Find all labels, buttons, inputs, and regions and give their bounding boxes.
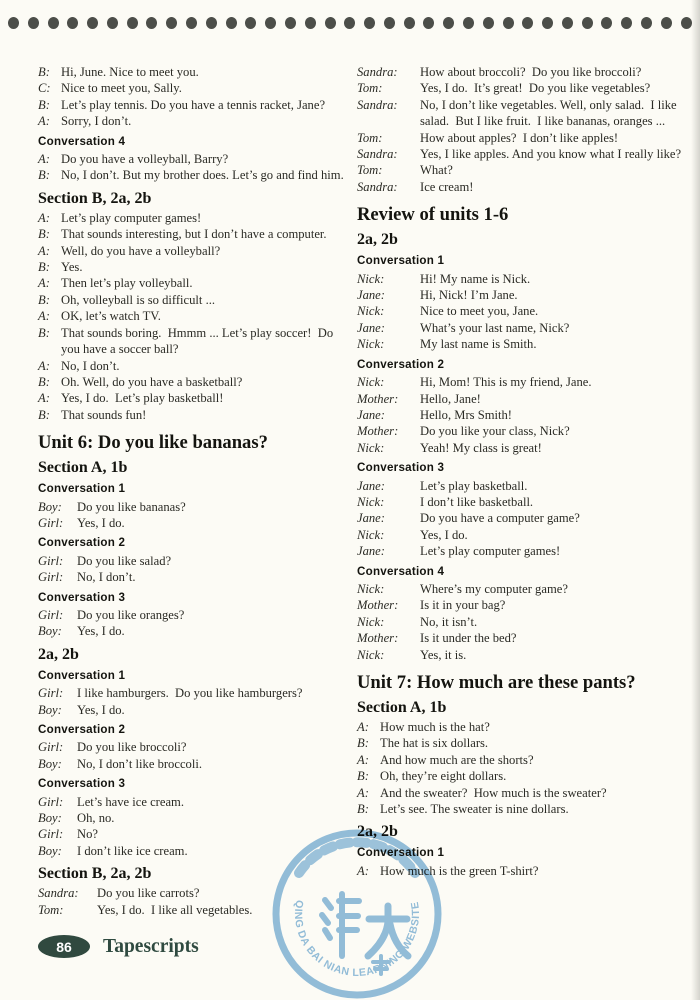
dot <box>641 17 652 29</box>
speaker-label: A: <box>38 391 50 406</box>
dialogue-line <box>38 569 352 585</box>
speaker-label: Nick: <box>357 527 385 542</box>
dialogue-line <box>357 303 695 319</box>
dialogue-text: Yes, I do. I like all vegetables. <box>97 902 253 917</box>
speaker-label: A: <box>357 720 369 734</box>
dot <box>681 17 692 29</box>
speaker-label: Tom: <box>38 902 64 917</box>
dot <box>226 17 237 29</box>
dot <box>404 17 415 29</box>
dot <box>562 17 573 29</box>
dialogue-line <box>357 719 695 735</box>
conversation-heading: Conversation 4 <box>357 564 445 578</box>
dialogue-text: That sounds boring. Hmmm ... Let’s play soccer! Do you have a soccer ball? <box>61 325 337 357</box>
speaker-label: Mother: <box>357 424 399 439</box>
dialogue-line <box>38 499 352 515</box>
speaker-label: B: <box>38 227 50 242</box>
dialogue-line <box>38 843 352 859</box>
unit-heading: Unit 7: How much are these pants? <box>357 672 636 693</box>
speaker-label: Sandra: <box>357 147 398 162</box>
conversation-heading: Conversation 1 <box>38 482 126 496</box>
dot <box>67 17 78 29</box>
dialogue-text: No, I don’t like vegetables. Well, only salad. I like salad. But I like fruit. I like bananas, oranges ... <box>420 97 680 129</box>
dialogue-text: Where’s my computer game? <box>420 581 568 596</box>
speaker-label: Sandra: <box>357 179 398 194</box>
speaker-label: Nick: <box>357 494 385 509</box>
dialogue-text: Yes, it is. <box>420 647 467 662</box>
dialogue-line <box>38 64 352 80</box>
dialogue-line <box>38 702 352 718</box>
dialogue-text: I don’t like basketball. <box>420 494 534 509</box>
dialogue-text: Well, do you have a volleyball? <box>61 243 221 258</box>
speaker-label: A: <box>357 863 369 878</box>
dialogue-text: Hi, Mom! This is my friend, Jane. <box>420 375 592 390</box>
dialogue-line <box>38 151 352 167</box>
speaker-label: Boy: <box>38 811 62 826</box>
dialogue-line <box>357 271 695 287</box>
section-heading: Section A, 1b <box>38 459 128 477</box>
dialogue-text: How much is the hat? <box>380 720 490 734</box>
conversation-heading: Conversation 1 <box>38 668 126 682</box>
dialogue-text: No? <box>77 827 98 842</box>
dialogue-line <box>38 407 352 423</box>
left-column <box>38 64 352 918</box>
dialogue-line <box>357 287 695 303</box>
dialogue-text: OK, let’s watch TV. <box>61 309 161 324</box>
dialogue-text: Oh. Well, do you have a basketball? <box>61 374 243 389</box>
dialogue-line <box>357 510 695 526</box>
dialogue-line <box>38 97 352 113</box>
speaker-label: Girl: <box>38 794 64 809</box>
dialogue-line <box>38 226 352 242</box>
speaker-label: Nick: <box>357 304 385 319</box>
dot <box>443 17 454 29</box>
dialogue-line <box>357 630 695 646</box>
dot <box>166 17 177 29</box>
speaker-label: Tom: <box>357 163 383 178</box>
dialogue-line <box>357 527 695 543</box>
speaker-label: Tom: <box>357 130 383 145</box>
dialogue-text: Do you like bananas? <box>77 499 186 514</box>
speaker-label: Tom: <box>357 81 383 96</box>
dialogue-line <box>357 785 695 801</box>
dialogue-text: No, I don’t. <box>77 570 136 585</box>
dialogue-text: Let’s play basketball. <box>420 478 528 493</box>
speaker-label: Nick: <box>357 440 385 455</box>
unit-heading: Unit 6: Do you like bananas? <box>38 432 268 454</box>
dialogue-text: Let’s play tennis. Do you have a tennis racket, Jane? <box>61 97 326 112</box>
speaker-label: A: <box>38 114 50 129</box>
speaker-label: Sandra: <box>38 886 79 901</box>
speaker-label: Boy: <box>38 624 62 639</box>
dialogue-text: Let’s play computer games! <box>61 210 202 225</box>
dialogue-line <box>38 885 352 901</box>
dialogue-line <box>38 756 352 772</box>
dialogue-line <box>357 97 695 130</box>
speaker-label: Nick: <box>357 375 385 390</box>
dialogue-text: What? <box>420 163 453 178</box>
speaker-label: Mother: <box>357 391 399 406</box>
dialogue-text: Then let’s play volleyball. <box>61 276 193 291</box>
dialogue-text: No, I don’t like broccoli. <box>77 756 202 771</box>
dialogue-line <box>38 826 352 842</box>
speaker-label: A: <box>38 243 50 258</box>
speaker-label: Mother: <box>357 598 399 613</box>
dialogue-text: Hi, June. Nice to meet you. <box>61 65 199 79</box>
speaker-label: A: <box>38 210 50 225</box>
dot <box>423 17 434 29</box>
conversation-heading: Conversation 3 <box>38 590 126 604</box>
speaker-label: B: <box>357 769 369 784</box>
speaker-label: Girl: <box>38 570 64 585</box>
section-heading: 2a, 2b <box>357 231 398 249</box>
dialogue-line <box>357 863 695 879</box>
dialogue-line <box>357 735 695 751</box>
dialogue-text: Oh, they’re eight dollars. <box>380 769 507 784</box>
dialogue-line <box>357 581 695 597</box>
speaker-label: Sandra: <box>357 65 398 79</box>
page-footer <box>38 935 199 958</box>
dot <box>285 17 296 29</box>
dialogue-text: Yes, I do. It’s great! Do you like vegetables? <box>420 81 651 96</box>
speaker-label: Girl: <box>38 827 64 842</box>
dialogue-line <box>38 243 352 259</box>
dialogue-line <box>357 478 695 494</box>
dialogue-text: Let’s have ice cream. <box>77 794 184 809</box>
dialogue-text: Yes. <box>61 260 83 275</box>
dialogue-text: Yes, I do. <box>77 515 125 530</box>
dot <box>107 17 118 29</box>
conversation-heading: Conversation 4 <box>38 134 126 148</box>
dialogue-line <box>38 374 352 390</box>
stamp-glyph-da <box>368 906 408 956</box>
dialogue-line <box>38 113 352 129</box>
dialogue-text: Yes, I do. Let’s play basketball! <box>61 391 224 406</box>
dialogue-text: How about broccoli? Do you like broccoli? <box>420 65 642 79</box>
section-heading: 2a, 2b <box>357 823 398 841</box>
speaker-label: Jane: <box>357 288 385 303</box>
dialogue-text: Oh, volleyball is so difficult ... <box>61 292 216 307</box>
dialogue-text: Do you like broccoli? <box>77 740 187 755</box>
unit-heading: Review of units 1-6 <box>357 204 509 226</box>
speaker-label: Mother: <box>357 631 399 646</box>
dialogue-text: Let’s play computer games! <box>420 544 561 559</box>
dot <box>245 17 256 29</box>
dialogue-line <box>357 80 695 96</box>
dialogue-line <box>357 374 695 390</box>
dialogue-line <box>357 423 695 439</box>
speaker-label: A: <box>38 276 50 291</box>
stamp-glyph-bainian <box>373 956 389 974</box>
dialogue-text: What’s your last name, Nick? <box>420 320 570 335</box>
dialogue-text: Oh, no. <box>77 811 115 826</box>
dialogue-text: Yes, I do. <box>420 527 468 542</box>
speaker-label: Jane: <box>357 320 385 335</box>
dialogue-text: Let’s see. The sweater is nine dollars. <box>380 802 569 817</box>
speaker-label: Jane: <box>357 544 385 559</box>
speaker-label: A: <box>38 152 50 167</box>
dot <box>186 17 197 29</box>
conversation-heading: Conversation 1 <box>357 254 445 268</box>
dialogue-line <box>357 647 695 663</box>
dialogue-line <box>38 390 352 406</box>
conversation-heading: Conversation 2 <box>38 723 126 736</box>
dialogue-line <box>38 292 352 308</box>
speaker-label: Boy: <box>38 756 62 771</box>
dialogue-text: Do you like carrots? <box>97 886 200 901</box>
dialogue-text: Is it under the bed? <box>420 631 517 646</box>
dialogue-text: That sounds interesting, but I don’t have a computer. <box>61 227 327 242</box>
speaker-label: Boy: <box>38 843 62 858</box>
dot <box>127 17 138 29</box>
dot <box>265 17 276 29</box>
speaker-label: Sandra: <box>357 97 398 112</box>
dialogue-line <box>38 210 352 226</box>
speaker-label: Girl: <box>38 740 64 755</box>
dialogue-text: Do you have a volleyball, Barry? <box>61 152 229 167</box>
dot <box>364 17 375 29</box>
dialogue-text: Yeah! My class is great! <box>420 440 542 455</box>
dialogue-text: My last name is Smith. <box>420 337 537 352</box>
dialogue-text: Hello, Jane! <box>420 391 481 406</box>
dialogue-text: How much is the green T-shirt? <box>380 863 539 878</box>
conversation-heading: Conversation 3 <box>357 461 445 475</box>
dialogue-text: Do you have a computer game? <box>420 511 580 526</box>
dialogue-text: The hat is six dollars. <box>380 736 489 751</box>
dialogue-line <box>38 623 352 639</box>
dot <box>325 17 336 29</box>
dot <box>344 17 355 29</box>
dialogue-line <box>357 130 695 146</box>
dialogue-line <box>357 407 695 423</box>
dialogue-text: Is it in your bag? <box>420 598 506 613</box>
dialogue-text: Yes, I like apples. And you know what I really like? <box>420 147 682 162</box>
speaker-label: B: <box>38 97 50 112</box>
speaker-label: B: <box>38 325 50 340</box>
dialogue-line <box>38 607 352 623</box>
dot <box>8 17 19 29</box>
dot <box>146 17 157 29</box>
dialogue-text: No, I don’t. But my brother does. Let’s go and find him. <box>61 168 344 183</box>
dot <box>522 17 533 29</box>
right-column <box>357 64 695 879</box>
dialogue-text: Hello, Mrs Smith! <box>420 407 513 422</box>
footer-title: Tapescripts <box>103 935 199 957</box>
page-number: 86 <box>56 938 72 955</box>
speaker-label: Girl: <box>38 686 64 701</box>
speaker-label: A: <box>357 752 369 767</box>
speaker-label: B: <box>357 802 369 817</box>
speaker-label: Girl: <box>38 553 64 568</box>
speaker-label: Nick: <box>357 581 385 596</box>
dialogue-line <box>357 768 695 784</box>
dialogue-line <box>357 543 695 559</box>
speaker-label: Nick: <box>357 647 385 662</box>
speaker-label: A: <box>38 309 50 324</box>
dialogue-line <box>38 275 352 291</box>
dialogue-line <box>38 515 352 531</box>
speaker-label: Boy: <box>38 702 62 717</box>
dot <box>48 17 59 29</box>
speaker-label: B: <box>38 407 50 422</box>
conversation-heading: Conversation 2 <box>357 357 445 371</box>
speaker-label: Jane: <box>357 511 385 526</box>
dialogue-text: Do you like oranges? <box>77 607 185 622</box>
dialogue-line <box>357 801 695 817</box>
dot <box>384 17 395 29</box>
conversation-heading: Conversation 2 <box>38 536 126 550</box>
dialogue-text: No, it isn’t. <box>420 614 478 629</box>
dot <box>601 17 612 29</box>
dialogue-text: Nice to meet you, Jane. <box>420 304 539 319</box>
speaker-label: Girl: <box>38 607 64 622</box>
section-heading: Section A, 1b <box>357 699 447 716</box>
dialogue-text: Yes, I do. <box>77 624 125 639</box>
dialogue-line <box>357 494 695 510</box>
scan-edge-shadow <box>691 0 700 1000</box>
dialogue-line <box>357 64 695 80</box>
dot <box>463 17 474 29</box>
dialogue-line <box>357 614 695 630</box>
dialogue-text: No, I don’t. <box>61 358 120 373</box>
dialogue-line <box>38 553 352 569</box>
speaker-label: B: <box>38 65 50 79</box>
speaker-label: Boy: <box>38 499 62 514</box>
dot <box>28 17 39 29</box>
dialogue-line <box>357 336 695 352</box>
dialogue-line <box>357 597 695 613</box>
speaker-label: B: <box>357 736 369 751</box>
dialogue-text: I don’t like ice cream. <box>77 843 188 858</box>
speaker-label: Jane: <box>357 407 385 422</box>
dialogue-line <box>38 167 352 183</box>
dialogue-text: Hi, Nick! I’m Jane. <box>420 288 518 303</box>
stamp-ring-text: QING DA BAI NIAN LEARNING WEBSITE <box>291 899 423 979</box>
dialogue-line <box>38 325 352 358</box>
speaker-label: A: <box>357 785 369 800</box>
dialogue-line <box>357 391 695 407</box>
conversation-heading: Conversation 3 <box>38 777 126 791</box>
dot <box>661 17 672 29</box>
dialogue-text: And the sweater? How much is the sweater? <box>380 785 607 800</box>
dialogue-line <box>357 440 695 456</box>
dot <box>542 17 553 29</box>
dialogue-text: How about apples? I don’t like apples! <box>420 130 619 145</box>
speaker-label: Jane: <box>357 478 385 493</box>
speaker-label: Girl: <box>38 515 64 530</box>
speaker-label: B: <box>38 374 50 389</box>
dialogue-line <box>357 162 695 178</box>
dialogue-line <box>38 794 352 810</box>
dialogue-line <box>38 739 352 755</box>
dialogue-text: Sorry, I don’t. <box>61 114 132 129</box>
dialogue-text: Ice cream! <box>420 179 474 194</box>
speaker-label: A: <box>38 358 50 373</box>
speaker-label: Nick: <box>357 271 385 286</box>
dialogue-line <box>357 752 695 768</box>
dialogue-line <box>38 358 352 374</box>
dialogue-line <box>357 146 695 162</box>
dialogue-line <box>38 685 352 701</box>
dialogue-line <box>38 308 352 324</box>
speaker-label: B: <box>38 168 50 183</box>
dialogue-text: Hi! My name is Nick. <box>420 271 531 286</box>
dialogue-text: Do you like salad? <box>77 553 172 568</box>
dialogue-line <box>38 810 352 826</box>
dialogue-text: That sounds fun! <box>61 407 147 422</box>
dialogue-line <box>38 259 352 275</box>
page-number-badge <box>38 935 90 958</box>
dot <box>87 17 98 29</box>
dot <box>305 17 316 29</box>
dialogue-text: Do you like your class, Nick? <box>420 424 570 439</box>
dialogue-text: And how much are the shorts? <box>380 752 534 767</box>
conversation-heading: Conversation 1 <box>357 846 445 860</box>
dot <box>483 17 494 29</box>
dot <box>621 17 632 29</box>
dialogue-line <box>357 179 695 195</box>
speaker-label: C: <box>38 81 51 96</box>
section-heading: Section B, 2a, 2b <box>38 865 152 883</box>
dialogue-line <box>38 902 352 918</box>
dialogue-text: Nice to meet you, Sally. <box>61 81 182 96</box>
dot <box>503 17 514 29</box>
dotted-rule <box>8 17 692 29</box>
dot <box>582 17 593 29</box>
section-heading: Section B, 2a, 2b <box>38 189 152 207</box>
section-heading: 2a, 2b <box>38 645 79 663</box>
speaker-label: B: <box>38 292 50 307</box>
dialogue-line <box>38 80 352 96</box>
dialogue-line <box>357 320 695 336</box>
speaker-label: Nick: <box>357 337 385 352</box>
dialogue-text: Yes, I do. <box>77 702 125 717</box>
dialogue-text: I like hamburgers. Do you like hamburgers? <box>77 686 303 701</box>
speaker-label: Nick: <box>357 614 385 629</box>
speaker-label: B: <box>38 260 50 275</box>
dot <box>206 17 217 29</box>
